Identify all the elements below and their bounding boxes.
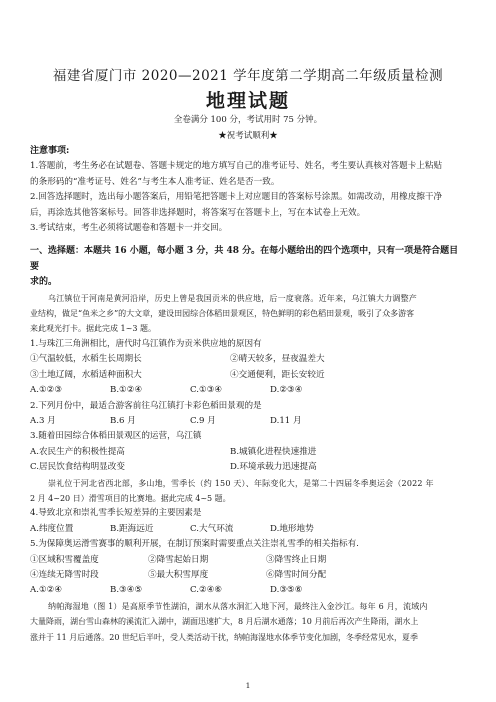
exam-title: 福建省厦门市 2020—2021 学年度第二学期高二年级质量检测: [52, 68, 444, 84]
material-text: 2 月 4~20 日）滑雪项目的比赛地。据此完成 4~5 题。: [30, 493, 231, 503]
notes-title: 注意事项:: [30, 146, 70, 156]
statement: ④交通便利，距长安较近: [230, 369, 325, 380]
option-a: A.①②④: [30, 585, 63, 596]
material-text: 业结构，做足“鱼米之乡”的大文章，建设田园综合体稻田景观区，特色鲜明的彩色稻田景观，吸引了众多游客: [30, 309, 415, 319]
notes-line: 后，再涂选其他答案标号。回答非选择题时，将答案写在答题卡上，写在本试卷上无效。: [30, 207, 366, 218]
question-1-statements: [30, 352, 466, 367]
option-b: B.城镇化进程快速推进: [230, 446, 317, 457]
question-1-statements: [30, 368, 466, 383]
option-c: C.居民饮食结构明显改变: [30, 462, 125, 473]
statement: ①气温较低，水稻生长周期长: [30, 354, 142, 365]
material-text: 涨并于 11 月后通落。20 世纪后半叶，受人类活动干扰，纳帕海湿地水体季节变化加剧，冬季经常见水，夏季: [30, 632, 418, 642]
option-d: D.环境承载力迅速提高: [230, 462, 317, 473]
option-c: C.①③④: [190, 385, 223, 396]
option-d: D.地形地势: [270, 523, 314, 534]
option-b: B.③④⑤: [110, 585, 143, 596]
question-5-options: [30, 583, 466, 598]
material-text: 乌江镇位于河南是黄河沿岸，历史上曾是我国贡米的供应地，后一度衰落。近年来，乌江镇大力调整产: [48, 293, 417, 303]
section-title: 求的。: [30, 277, 58, 288]
notes-line: 的条形码的“准考证号、姓名”与考生本人准考证、姓名是否一致。: [30, 176, 280, 187]
question-5-statements: [30, 568, 466, 583]
question-2-options: [30, 414, 466, 429]
page-number: 1: [245, 681, 251, 690]
statement: ①区域积雪覆盖度: [30, 554, 99, 565]
question-5-stem: 5.为保障奥运滑雪赛事的顺利开展，在制订预案时需要重点关注崇礼雪季的相关指标有.: [30, 539, 359, 550]
option-c: C.②④⑥: [190, 585, 223, 596]
option-b: B.距海远近: [110, 523, 154, 534]
statement: ④连续无降雪时段: [30, 569, 99, 580]
question-4-stem: 4.导致北京和崇礼雪季长短差异的主要因素是: [30, 508, 202, 519]
statement: ③土地辽阔，水稻适种面积大: [30, 369, 142, 380]
question-3-options: [30, 445, 466, 460]
statement: ⑥降雪时间分配: [266, 569, 327, 580]
option-d: D.②③④: [270, 385, 303, 396]
notes-line: 3.考试结束，考生必须将试题卷和答题卡一并交回。: [30, 223, 228, 234]
question-5-statements: [30, 553, 466, 568]
question-4-options: [30, 522, 466, 537]
subject-title: 地理试题: [205, 90, 290, 112]
statement: ②晴天较多，昼夜温差大: [230, 354, 325, 365]
notes-line: 1.答题前，考生务必在试题卷、答题卡规定的地方填写自己的准考证号、姓名，考生要认真核对答题卡上粘贴: [30, 161, 443, 172]
option-d: D.11 月: [270, 415, 302, 426]
material-text: 大量降雨，湖台雪山森林的溪流汇入湖中，湖面迅速扩大，8 月后湖水通落；10 月前后再次产生降雨，湖水上: [30, 617, 419, 627]
statement: ③降雪终止日期: [266, 554, 327, 565]
option-b: B.6 月: [110, 415, 136, 426]
exam-wish: ★祝考试顺利★: [218, 131, 278, 141]
question-1-options: [30, 383, 466, 398]
section-title: 一、选择题：本题共 16 小题，每小题 3 分，共 48 分。在每小题给出的四个选项中，只有一项是符合题目要: [30, 246, 459, 272]
material-text: 来此观光打卡。据此完成 1~3 题。: [30, 324, 156, 334]
exam-body: [30, 144, 466, 645]
option-c: C.大气环流: [190, 523, 234, 534]
notes-line: 2.回答选择题时，选出每小题答案后，用铅笔把答题卡上对应题目的答案标号涂黑。如需改动，用橡皮擦干净: [30, 192, 443, 203]
question-3-options: [30, 460, 466, 475]
question-2-stem: 2.下列月份中，最适合游客前往乌江镇打卡彩色稻田景观的是: [30, 400, 262, 411]
option-a: A.农民生产的积极性提高: [30, 446, 125, 457]
option-d: D.③⑤⑥: [270, 585, 303, 596]
material-text: 纳帕海湿地（图 1）是高原季节性湖泊，湖水从落水洞汇入地下河，最终注入金沙江。每年 6 月，流域内: [48, 601, 428, 611]
option-a: A.纬度位置: [30, 523, 74, 534]
option-a: A.3 月: [30, 415, 56, 426]
question-1-stem: 1.与珠江三角洲相比，唐代时乌江镇作为贡米供应地的原因有: [30, 338, 262, 349]
statement: ②降雪起始日期: [148, 554, 209, 565]
question-3-stem: 3.随着田园综合体稻田景观区的运营，乌江镇: [30, 431, 202, 442]
option-b: B.①②④: [110, 385, 143, 396]
exam-info: 全卷满分 100 分，考试用时 75 分钟。: [173, 115, 323, 125]
statement: ⑤最大积雪厚度: [148, 569, 209, 580]
material-text: 崇礼位于河北省西北部，多山地，雪季长（约 150 天）、年际变化大，是第二十四届冬季奥运会（2022 年: [48, 478, 434, 488]
option-a: A.①②③: [30, 385, 63, 396]
option-c: C.9 月: [190, 415, 216, 426]
